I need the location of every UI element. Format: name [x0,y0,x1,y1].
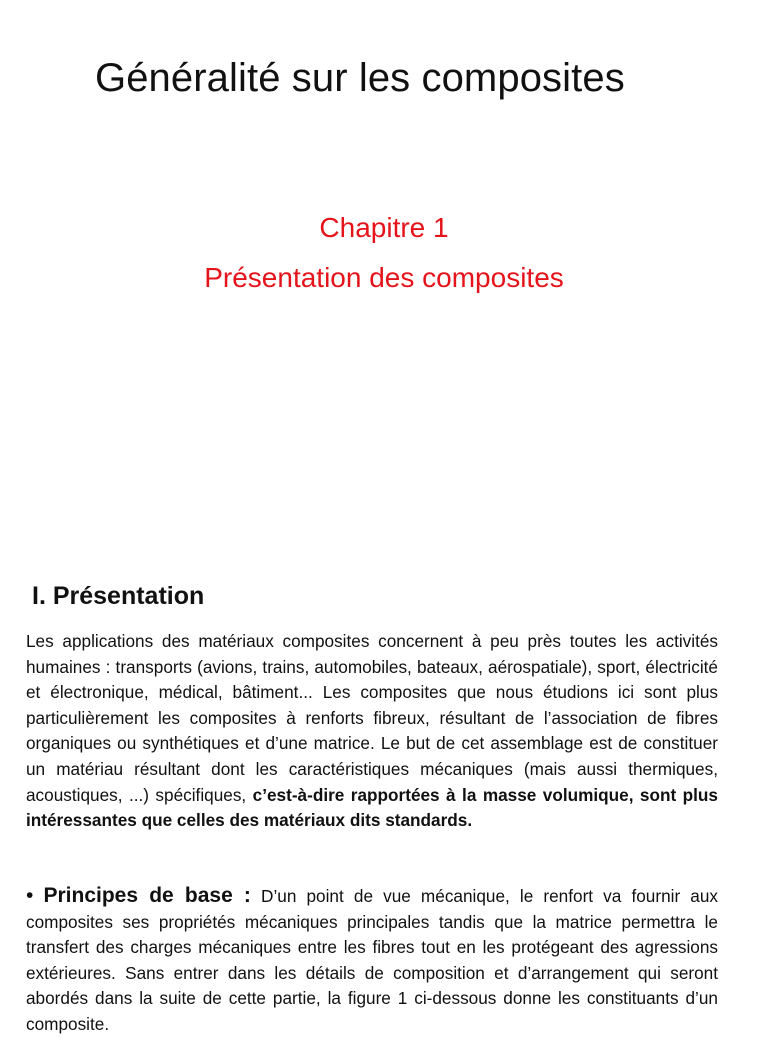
chapter-subtitle: Présentation des composites [204,262,564,293]
principles-lead: Principes de base : [43,884,251,907]
chapter-number: Chapitre 1 [319,212,449,243]
intro-paragraph [26,629,718,834]
intro-emphasis: c’est-à-dire rapportées à la masse volumique, sont plus intéressantes que celles des matériaux dits standards. [26,784,718,831]
principles-paragraph [26,883,718,1038]
intro-text: Les applications des matériaux composites concernent à peu près toutes les activités humaines : transports (avions, trains, automobiles, bateaux, aérospatiale), sport, électricité et électronique, médical, bâtiment... Les composites que nous étudions ici sont plus particulièrement les composites à renforts fibreux, résultant de l’association de fibres organiques ou synthétiques et d’une matrice. Le but de cet assemblage est de constituer un matériau résultant dont les caractéristiques mécaniques (mais aussi thermiques, acoustiques, ...) spécifiques, [26,631,718,805]
principles-text: D’un point de vue mécanique, le renfort va fournir aux composites ses propriétés mécaniques principales tandis que la matrice permettra le transfert des charges mécaniques entre les fibres tout en les protégeant des agressions extérieures. Sans entrer dans les détails de composition et d’arrangement qui seront abordés dans la suite de cette partie, la figure 1 ci-dessous donne les constituants d’un composite. [26,886,718,1034]
bullet-icon: • [26,884,34,907]
section-heading: I. Présentation [32,582,205,610]
page-title: Généralité sur les composites [95,56,625,100]
